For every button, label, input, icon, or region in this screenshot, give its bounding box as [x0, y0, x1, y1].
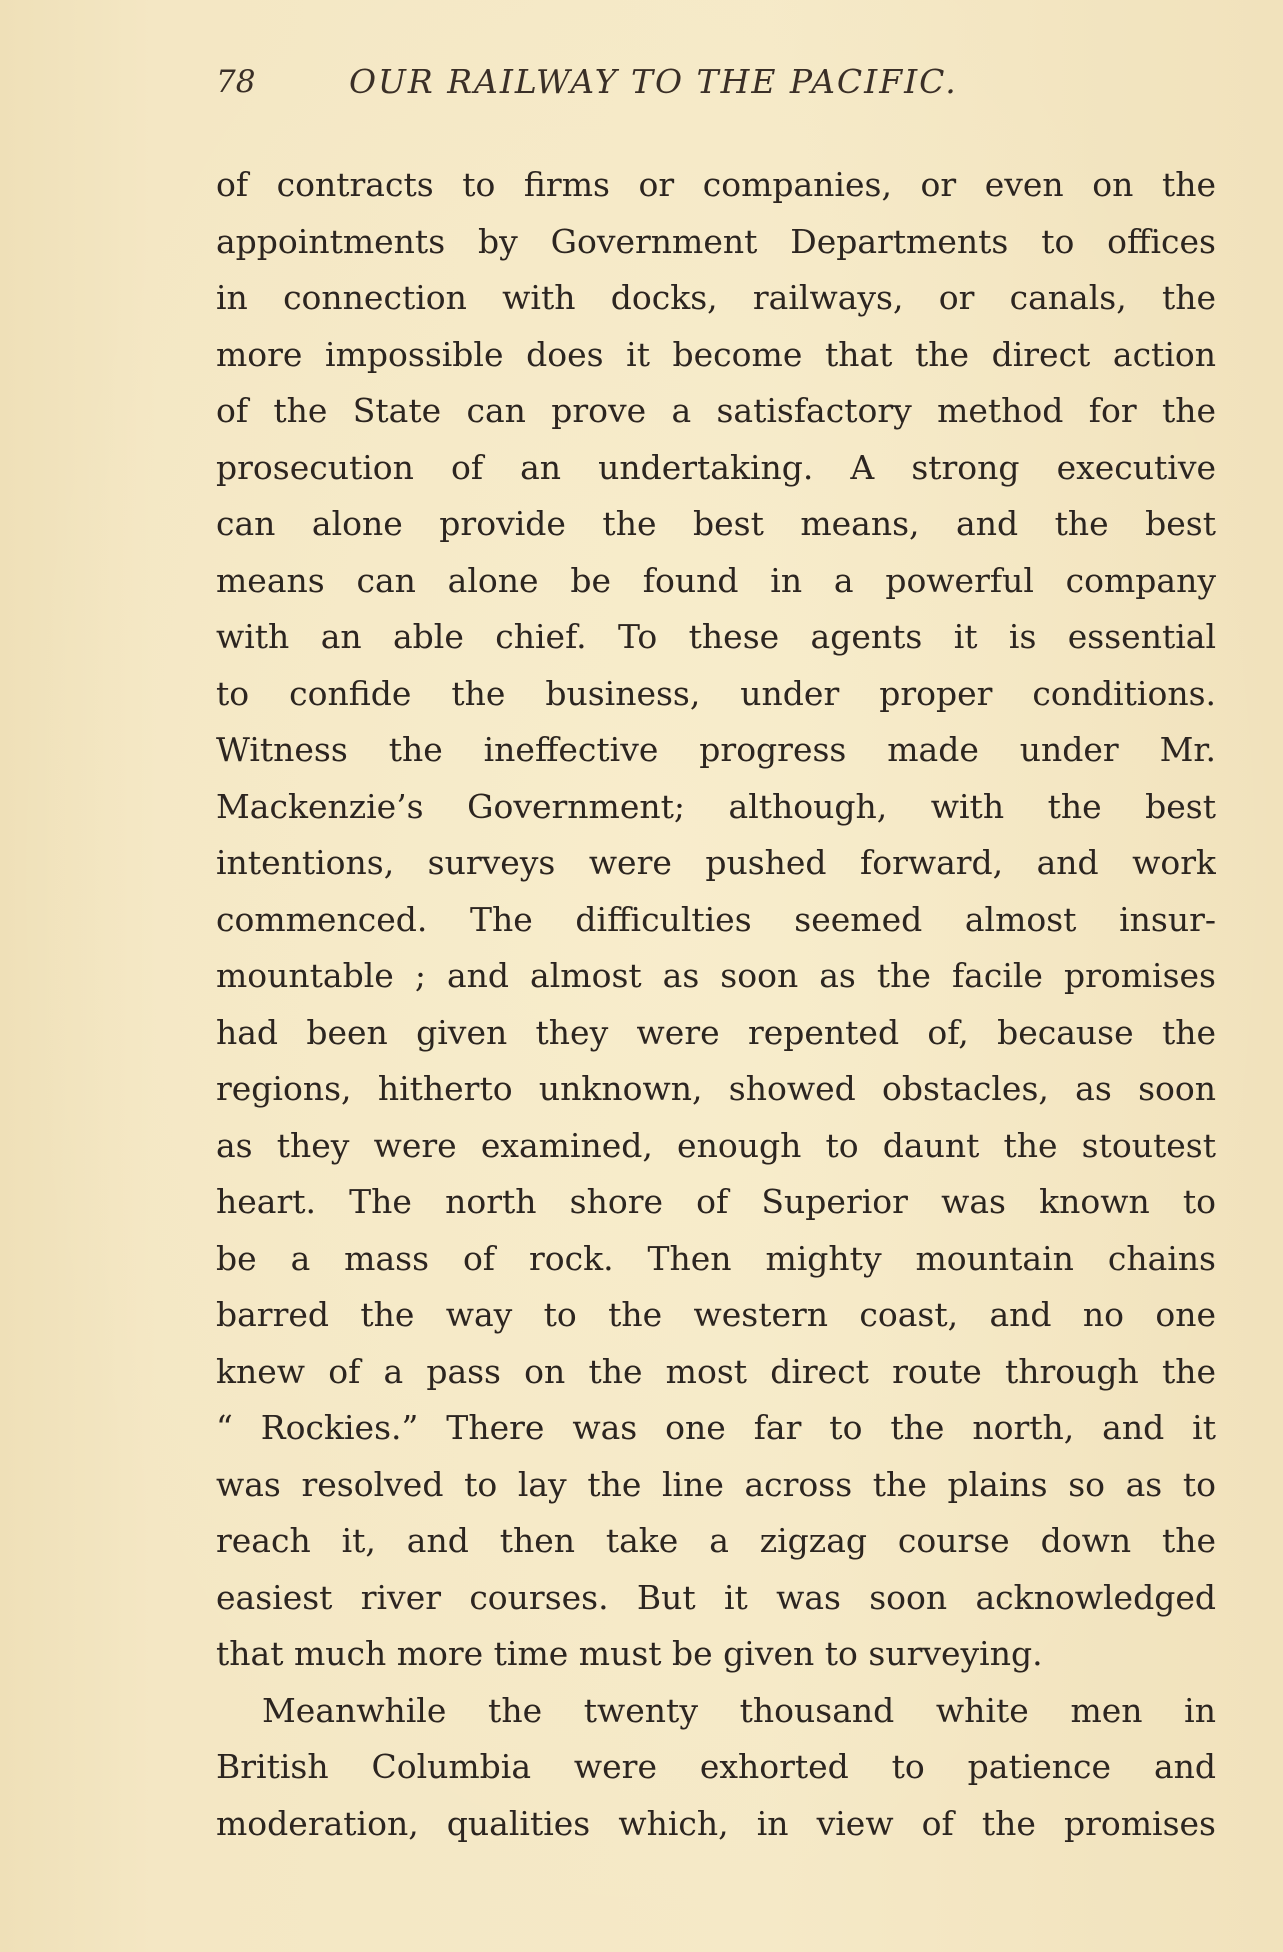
running-head: OUR RAILWAY TO THE PACIFIC.	[349, 62, 958, 101]
text-line: regions, hitherto unknown, showed obstacles, as soon	[216, 1069, 1216, 1108]
text-line: easiest river courses. But it was soon acknowledged	[216, 1577, 1216, 1617]
text-line: knew of a pass on the most direct route through the	[216, 1351, 1216, 1391]
text-line: “ Rockies.” There was one far to the north, and it	[216, 1408, 1216, 1447]
page-header	[216, 58, 1096, 108]
text-line: of the State can prove a satisfactory method for the	[216, 391, 1216, 430]
text-line: appointments by Government Departments to offices	[216, 221, 1216, 261]
text-line: Meanwhile the twenty thousand white men in	[262, 1690, 1216, 1730]
text-line: that much more time must be given to surveying.	[216, 1634, 1043, 1673]
text-line: to confide the business, under proper conditions.	[216, 673, 1216, 713]
text-line: prosecution of an undertaking. A strong executive	[216, 447, 1216, 487]
text-line: mountable ; and almost as soon as the facile promises	[216, 956, 1216, 995]
text-line: in connection with docks, railways, or canals, the	[216, 278, 1216, 317]
text-line: reach it, and then take a zigzag course down the	[216, 1521, 1216, 1560]
text-line: means can alone be found in a powerful company	[216, 560, 1216, 600]
text-line: as they were examined, enough to daunt the stoutest	[216, 1125, 1216, 1165]
text-line: Mackenzie’s Government; although, with the best	[216, 786, 1216, 826]
text-line: can alone provide the best means, and the best	[216, 504, 1216, 543]
text-line: of contracts to firms or companies, or even on the	[216, 165, 1216, 204]
text-line: intentions, surveys were pushed forward, and work	[216, 843, 1216, 882]
text-line: commenced. The difficulties seemed almost insur-	[216, 899, 1216, 939]
text-line: barred the way to the western coast, and no one	[216, 1295, 1216, 1334]
text-line: be a mass of rock. Then mighty mountain chains	[216, 1238, 1216, 1278]
body-text	[216, 157, 1216, 1852]
text-line: had been given they were repented of, because the	[216, 1012, 1216, 1052]
text-line: Witness the ineffective progress made under Mr.	[216, 730, 1216, 769]
text-line: with an able chief. To these agents it is essential	[216, 617, 1216, 656]
text-line: moderation, qualities which, in view of the promises	[216, 1803, 1216, 1843]
text-line: British Columbia were exhorted to patience and	[216, 1747, 1216, 1786]
text-line: more impossible does it become that the direct action	[216, 334, 1216, 374]
text-line: heart. The north shore of Superior was known to	[216, 1182, 1216, 1221]
text-line: was resolved to lay the line across the plains so as to	[216, 1464, 1216, 1504]
page-number: 78	[216, 64, 256, 100]
